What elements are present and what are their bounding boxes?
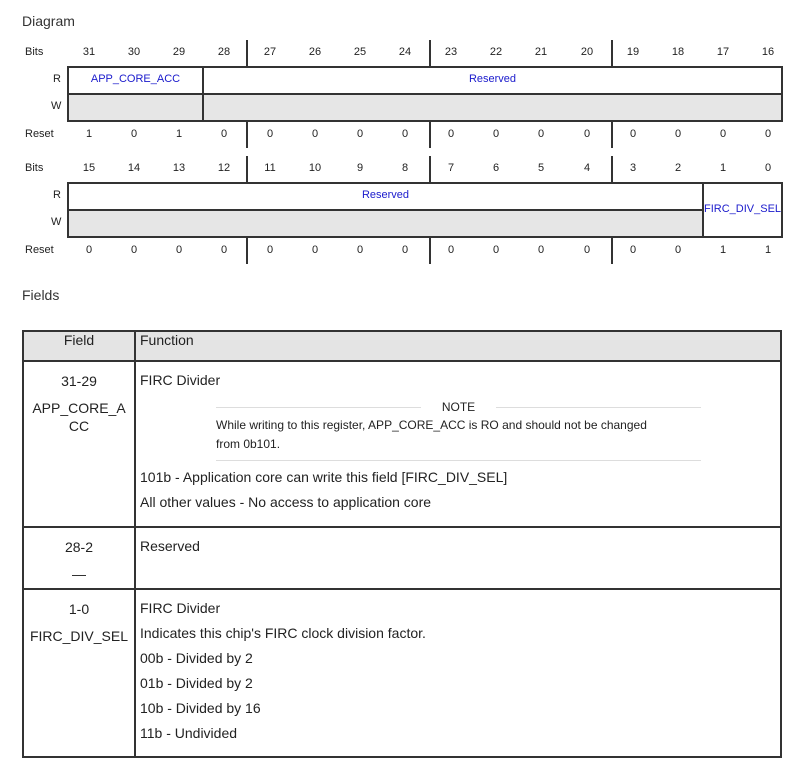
function-title: Reserved <box>140 538 200 554</box>
reset-value: 0 <box>719 128 727 140</box>
reset-value: 0 <box>401 244 409 256</box>
bit-number: 19 <box>626 46 640 58</box>
note-line: from 0b101. <box>216 437 281 451</box>
reset-value: 0 <box>629 244 637 256</box>
bit-number: 13 <box>172 162 186 174</box>
column-header-field: Field <box>23 331 135 361</box>
reset-value: 1 <box>85 128 93 140</box>
field-cell <box>23 361 135 527</box>
bit-number: 22 <box>489 46 503 58</box>
bits-label: Bits <box>25 46 44 58</box>
reset-value: 0 <box>674 128 682 140</box>
bit-number: 28 <box>217 46 231 58</box>
bit-number: 11 <box>264 162 276 174</box>
field-name <box>25 399 133 435</box>
nibble-separator <box>611 156 613 182</box>
function-cell <box>135 361 781 527</box>
function-title: FIRC Divider <box>140 372 221 388</box>
field-cell <box>23 589 135 757</box>
field-name: FIRC_DIV_SEL <box>29 628 129 644</box>
bit-number: 10 <box>308 162 322 174</box>
reset-value: 0 <box>583 244 591 256</box>
bit-number: 24 <box>398 46 412 58</box>
field-bits: 1-0 <box>68 601 90 617</box>
bit-number: 12 <box>217 162 231 174</box>
bit-number: 23 <box>444 46 458 58</box>
write-row-label: W <box>51 100 62 112</box>
reset-value: 0 <box>130 128 138 140</box>
value-description: 01b - Divided by 2 <box>140 675 253 691</box>
field-cell <box>23 527 135 589</box>
table-row <box>23 589 781 757</box>
bit-number: 3 <box>629 162 637 174</box>
reset-label: Reset <box>25 244 54 256</box>
reset-value: 0 <box>266 128 274 140</box>
reset-value: 1 <box>764 244 772 256</box>
diagram-heading: Diagram <box>22 13 75 29</box>
nibble-separator <box>246 238 248 264</box>
value-description: 101b - Application core can write this field [FIRC_DIV_SEL] <box>140 469 508 485</box>
reset-value: 0 <box>629 128 637 140</box>
nibble-separator <box>611 40 613 66</box>
bits-label: Bits <box>25 162 44 174</box>
function-description: Indicates this chip's FIRC clock division factor. <box>140 625 426 641</box>
write-area-app-core-acc <box>69 95 202 120</box>
bit-number: 29 <box>172 46 186 58</box>
bit-number: 4 <box>583 162 591 174</box>
field-name-line: APP_CORE_A <box>32 400 126 416</box>
reset-value: 0 <box>220 244 228 256</box>
table-header-row <box>23 331 781 361</box>
reset-value: 0 <box>175 244 183 256</box>
reset-value: 0 <box>492 244 500 256</box>
nibble-separator <box>611 122 613 148</box>
field-name-line: CC <box>68 418 90 434</box>
value-description: 10b - Divided by 16 <box>140 700 261 716</box>
nibble-separator <box>246 156 248 182</box>
note-line: While writing to this register, APP_CORE_ACC is RO and should not be changed <box>216 418 647 432</box>
reset-value: 1 <box>719 244 727 256</box>
bit-number: 21 <box>534 46 548 58</box>
bit-number: 17 <box>716 46 730 58</box>
reset-value: 0 <box>356 244 364 256</box>
bit-number: 25 <box>353 46 367 58</box>
reset-value: 0 <box>447 244 455 256</box>
field-app-core-acc: APP_CORE_ACC <box>90 73 181 85</box>
reset-value: 1 <box>175 128 183 140</box>
nibble-separator <box>429 40 431 66</box>
fields-heading: Fields <box>22 287 60 303</box>
function-cell <box>135 589 781 757</box>
reset-value: 0 <box>311 128 319 140</box>
value-description: 11b - Undivided <box>140 725 238 741</box>
note-body <box>216 416 701 454</box>
bit-number: 20 <box>580 46 594 58</box>
field-reserved-lower: Reserved <box>361 189 410 201</box>
reset-value: 0 <box>492 128 500 140</box>
bit-number: 16 <box>761 46 775 58</box>
bit-number: 1 <box>719 162 727 174</box>
read-row-label: R <box>53 73 61 85</box>
reset-value: 0 <box>85 244 93 256</box>
nibble-separator <box>429 156 431 182</box>
value-description: All other values - No access to application core <box>140 494 432 510</box>
bit-number: 27 <box>263 46 277 58</box>
write-area-reserved <box>204 95 781 120</box>
reset-value: 0 <box>447 128 455 140</box>
write-row-label: W <box>51 216 62 228</box>
nibble-separator <box>429 238 431 264</box>
table-row <box>23 361 781 527</box>
function-title: FIRC Divider <box>140 600 221 616</box>
nibble-separator <box>611 238 613 264</box>
column-header-function: Function <box>135 331 781 361</box>
field-bits: 31-29 <box>61 373 97 389</box>
bit-number: 31 <box>82 46 96 58</box>
bit-number: 26 <box>308 46 322 58</box>
bit-number: 6 <box>492 162 500 174</box>
bit-number: 9 <box>356 162 364 174</box>
bit-number: 14 <box>127 162 141 174</box>
reset-value: 0 <box>764 128 772 140</box>
reset-value: 0 <box>356 128 364 140</box>
reset-value: 0 <box>583 128 591 140</box>
nibble-separator <box>246 122 248 148</box>
nibble-separator <box>246 40 248 66</box>
bit-number: 2 <box>674 162 682 174</box>
function-cell <box>135 527 781 589</box>
reset-value: 0 <box>311 244 319 256</box>
reset-label: Reset <box>25 128 54 140</box>
field-firc-div-sel: FIRC_DIV_SEL <box>704 203 782 215</box>
read-row-label: R <box>53 189 61 201</box>
reset-value: 0 <box>266 244 274 256</box>
field-bits: 28-2 <box>64 539 94 555</box>
note-box <box>216 400 701 461</box>
bit-number: 8 <box>401 162 409 174</box>
note-title: NOTE <box>216 400 701 414</box>
reset-value: 0 <box>537 244 545 256</box>
bit-number: 5 <box>537 162 545 174</box>
bit-number: 15 <box>82 162 96 174</box>
bit-number: 0 <box>764 162 772 174</box>
field-name: — <box>72 566 86 582</box>
bit-number: 18 <box>671 46 685 58</box>
value-description: 00b - Divided by 2 <box>140 650 253 666</box>
reset-value: 0 <box>674 244 682 256</box>
fields-table <box>22 330 782 758</box>
reset-value: 0 <box>130 244 138 256</box>
table-row <box>23 527 781 589</box>
reset-value: 0 <box>220 128 228 140</box>
note-divider <box>216 460 701 461</box>
bit-number: 7 <box>447 162 455 174</box>
reset-value: 0 <box>401 128 409 140</box>
write-area-reserved <box>69 211 702 236</box>
nibble-separator <box>429 122 431 148</box>
reset-value: 0 <box>537 128 545 140</box>
field-reserved-upper: Reserved <box>468 73 517 85</box>
bit-number: 30 <box>127 46 141 58</box>
